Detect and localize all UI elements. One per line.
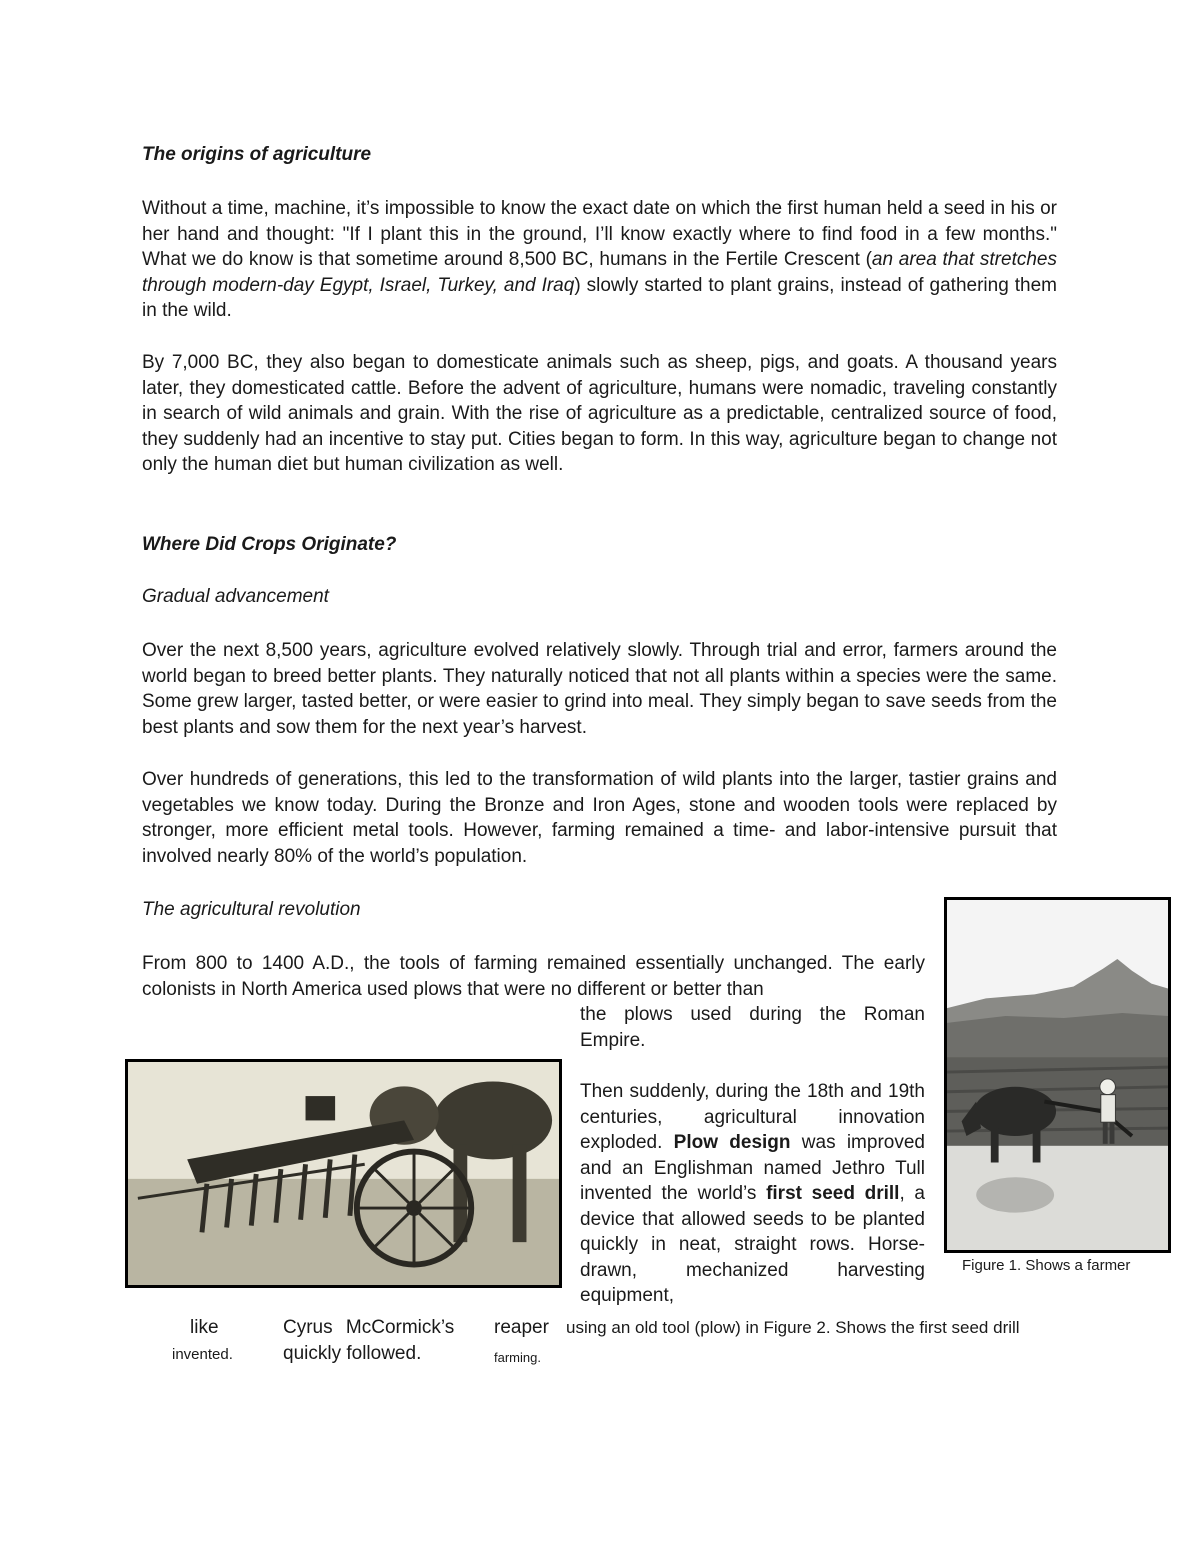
figure-seed-drill-image: [125, 1059, 562, 1288]
tail-using: using an old tool (plow) in Figure 2. Shows the first seed drill: [566, 1318, 1020, 1337]
paragraph-origins: [142, 196, 1057, 324]
paragraph-domestication: By 7,000 BC, they also began to domesticate animals such as sheep, pigs, and goats. A thousand years later, they domesticated cattle. Before the advent of agriculture, humans were nomadic, traveling constantly in search of wild animals and grain. With the rise of agriculture as a predictable, centralized source of food, they suddenly had an incentive to stay put. Cities began to form. In this way, agriculture began to change not only the human diet but human civilization as well.: [142, 352, 1057, 475]
paragraph-gradual: Over the next 8,500 years, agriculture evolved relatively slowly. Through trial and error, farmers around the world began to breed better plants. They naturally noticed that not all plants within a species were the same. Some grew larger, tasted better, or were easier to grind into meal. They simply began to save seeds from the best plants and sow them for the next year’s harvest.: [142, 640, 1057, 738]
tail-invented: invented.: [172, 1346, 233, 1363]
paragraph-generations: Over hundreds of generations, this led to the transformation of wild plants into the larger, tastier grains and vegetables we know today. During the Bronze and Iron Ages, stone and wooden tools were replaced by stronger, more efficient metal tools. However, farming remained a time- and labor-intensive pursuit that involved nearly 80% of the world’s population.: [142, 769, 1057, 867]
paragraph-text: , a device that allowed seeds to be planted quickly in neat, straight rows. Horse-drawn, mechanized harvesting equipment,: [580, 1183, 925, 1306]
paragraph-innovation: [580, 1079, 925, 1309]
tail-cyrus: Cyrus McCormick’s: [283, 1317, 455, 1338]
tail-like: like: [190, 1317, 219, 1338]
tail-quickly: quickly followed.: [283, 1343, 422, 1364]
bold-text: first seed drill: [766, 1183, 900, 1204]
seed-drill-illustration: [128, 1062, 559, 1285]
paragraph-revolution-column: the plows used during the Roman Empire.: [580, 1004, 925, 1051]
figure-farmer-plow-image: [944, 897, 1171, 1253]
farmer-plow-illustration: [947, 900, 1168, 1250]
figure-caption: Figure 1. Shows a farmer: [962, 1257, 1131, 1274]
paragraph-text: ) slowly started to plant grains, instead of gathering them in the wild.: [142, 274, 1057, 321]
section-title-crops: Where Did Crops Originate?: [142, 534, 397, 555]
paragraph-text: was improved and an Englishman named Jethro Tull invented the world’s: [580, 1132, 925, 1204]
subsection-title-gradual: Gradual advancement: [142, 586, 329, 607]
subsection-title-revolution: The agricultural revolution: [142, 899, 361, 920]
bold-text: Plow design: [673, 1132, 791, 1153]
paragraph-revolution-intro: From 800 to 1400 A.D., the tools of farming remained essentially unchanged. The early colonists in North America used plows that were no different or better than: [142, 953, 925, 1000]
tail-farming: farming.: [494, 1350, 541, 1365]
paragraph-text: Then suddenly, during the 18th and 19th centuries, agricultural innovation exploded.: [580, 1081, 925, 1153]
paragraph-italic-text: an area that stretches through modern-day Egypt, Israel, Turkey, and Iraq: [142, 249, 1057, 296]
tail-reaper: reaper: [494, 1317, 549, 1338]
paragraph-text: Without a time, machine, it’s impossible to know the exact date on which the first human held a seed in his or her hand and thought: "If I plant this in the ground, I’ll know exactly where to find food in a few months." What we do know is that sometime around 8,500 BC, humans in the Fertile Crescent (: [142, 198, 1057, 270]
section-title-origins: The origins of agriculture: [142, 144, 372, 165]
